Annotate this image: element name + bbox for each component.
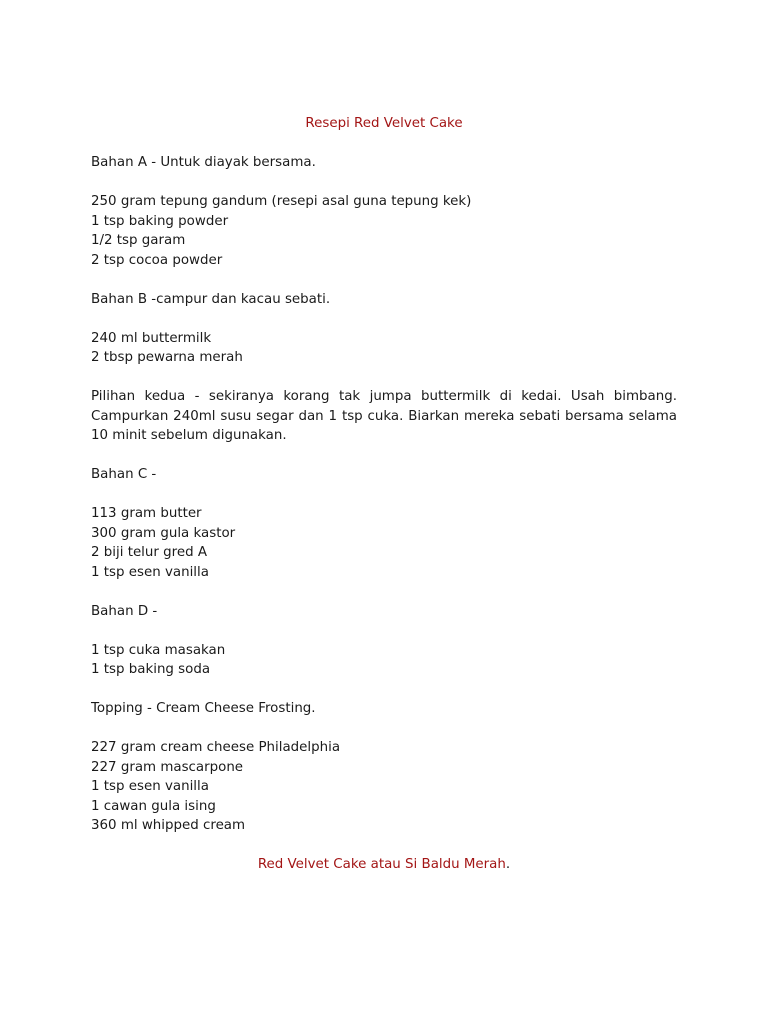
spacer — [91, 446, 677, 466]
spacer — [91, 485, 677, 505]
ingredient-item: 2 tsp cocoa powder — [91, 252, 223, 268]
section-heading-bahan-c: Bahan C - — [91, 467, 157, 482]
ingredient-item: 1 cawan gula ising — [91, 798, 216, 814]
ingredient-item: 113 gram butter — [91, 506, 202, 521]
spacer — [91, 270, 677, 290]
spacer — [91, 173, 677, 193]
footer-link[interactable]: Red Velvet Cake atau Si Baldu Merah — [257, 857, 506, 872]
section-heading-bahan-d: Bahan D - — [91, 603, 158, 619]
ingredient-item: 1 tsp cuka masakan — [91, 642, 226, 658]
ingredient-item: 1 tsp baking soda — [91, 662, 211, 677]
ingredient-item: 240 ml buttermilk — [91, 330, 212, 346]
ingredient-item: 300 gram gula kastor — [91, 525, 236, 541]
spacer — [91, 621, 677, 641]
spacer — [91, 582, 677, 602]
ingredient-item: 1 tsp esen vanilla — [91, 564, 209, 580]
recipe-document — [91, 114, 677, 875]
ingredient-item: 227 gram mascarpone — [91, 759, 244, 775]
ingredient-item: 2 biji telur gred A — [91, 545, 208, 560]
footer-period: . — [505, 857, 511, 872]
section-heading-bahan-b: Bahan B -campur dan kacau sebati. — [91, 291, 331, 307]
spacer — [91, 309, 677, 329]
ingredient-item: 2 tbsp pewarna merah — [91, 350, 243, 365]
ingredient-item: 250 gram tepung gandum (resepi asal guna tepung kek) — [91, 194, 472, 209]
spacer — [91, 368, 677, 388]
ingredient-item: 1 tsp baking powder — [91, 213, 229, 229]
spacer — [91, 680, 677, 700]
section-heading-topping: Topping - Cream Cheese Frosting. — [91, 701, 316, 716]
recipe-title: Resepi Red Velvet Cake — [305, 116, 463, 131]
spacer — [91, 836, 677, 856]
spacer — [91, 719, 677, 739]
ingredient-item: 227 gram cream cheese Philadelphia — [91, 740, 341, 755]
section-heading-bahan-a: Bahan A - Untuk diayak bersama. — [91, 155, 316, 170]
ingredient-item: 1/2 tsp garam — [91, 233, 186, 248]
spacer — [91, 134, 677, 154]
buttermilk-substitute-note: Pilihan kedua - sekiranya korang tak jumpa buttermilk di kedai. Usah bimbang. Campurkan 240ml susu segar dan 1 tsp cuka. Biarkan mereka sebati bersama selama 10 minit sebelum digunakan. — [91, 389, 677, 443]
ingredient-item: 360 ml whipped cream — [91, 818, 246, 833]
ingredient-item: 1 tsp esen vanilla — [91, 779, 209, 794]
footer-line — [91, 855, 677, 875]
